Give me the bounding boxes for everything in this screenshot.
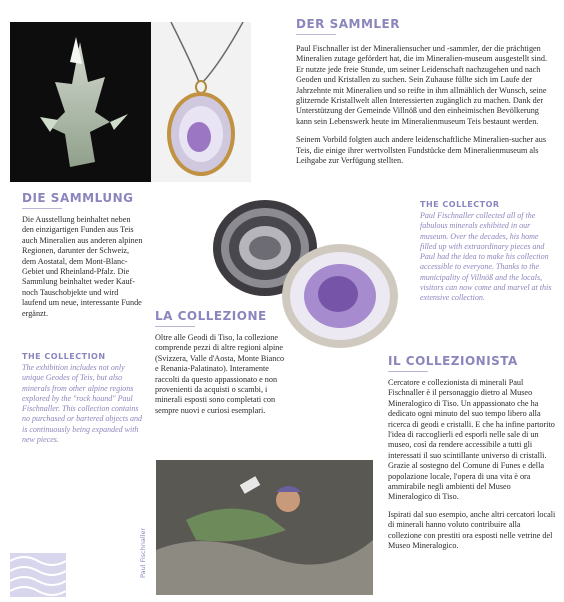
collezione-text: Oltre alle Geodi di Tiso, la collezione comprende pezzi di altre regioni alpine (Svizzera, Valle d'Aosta, Monte Bianco e Renania-Palatinato). Interamente raccolti da questo appassionato e non provenienti da acquisti o scambi, i minerali esposti sono completati con sempre nuovi e curiosi esemplari. [155, 333, 285, 415]
heading-rule [388, 371, 428, 372]
collection-en-heading: THE COLLECTION [22, 352, 106, 361]
sammlung-heading: DIE SAMMLUNG [22, 191, 134, 205]
collector-en-heading: THE COLLECTOR [420, 200, 500, 209]
collezione-heading: LA COLLEZIONE [155, 309, 267, 323]
heading-rule [296, 34, 336, 35]
collezionista-section [388, 354, 556, 552]
sammler-section [296, 17, 554, 166]
heading-rule [155, 326, 195, 327]
collection-en-section [22, 352, 146, 445]
collezionista-paragraph-1: Cercatore e collezionista di minerali Paul Fischnaller è il personaggio dietro al Museo Mineralogico di Tiso. Un appassionato che ha dedicato ogni minuto del suo tempo libero alla ricerca di geodi e cristalli. E che ha infine partorito l'idea di raccoglierli ed esporli nelle sale di un museo, così da rendere accessibile a tutti gli interessati il suo scintillante universo di cristalli. Grazie al sostegno del Comune di Funes e della popolazione locale, l'opera di una vita è ora ammirabile negli ambienti del Museo Mineralogico di Tiso. [388, 378, 555, 502]
collezionista-heading: IL COLLEZIONISTA [388, 354, 518, 368]
sammlung-section [22, 191, 144, 319]
collection-en-text: The exhibition includes not only unique Geodes of Teis, but also minerals from other alpine regions explored by the "rock hound" Paul Fischnaller. This collection contains no purchased or bartered objects and is continuously being expanded with new pieces. [22, 363, 143, 445]
decorative-pattern [10, 553, 66, 597]
sammler-heading: DER SAMMLER [296, 17, 400, 31]
sammler-paragraph-2: Seinem Vorbild folgten auch andere leidenschaftliche Mineralien-sucher aus Teis, die einige ihrer wertvollsten Fundstücke dem Mineralienmuseum als Leihgabe zur Verfügung stellten. [296, 135, 547, 166]
geode-pendant-photo [151, 22, 251, 182]
cave-photo [156, 460, 373, 595]
sammlung-text: Die Ausstellung beinhaltet neben den einzigartigen Funden aus Teis auch Mineralien aus anderen alpinen Regionen, darunter der Schweiz, dem Aostatal, dem Mont-Blanc-Gebiet und Rheinland-Pfalz. Die Sammlung beinhaltet weder Kauf- noch Tauschobjekte und wird laufend um neue, interessante Funde ergänzt. [22, 215, 143, 318]
crystal-photo [10, 22, 151, 182]
photo-credit: Paul Fischnaller [139, 527, 147, 578]
collezionista-paragraph-2: Ispirati dal suo esempio, anche altri cercatori locali di minerali hanno voluto contribuire alla collezione con prestiti ora esposti nelle vetrine del Museo Mineralogico. [388, 509, 556, 551]
collector-en-section [420, 200, 554, 304]
collector-en-text: Paul Fischnaller collected all of the fabulous minerals exhibited in our museum. Over the decades, his home filled up with extraordinary pieces and Paul had the idea to make his collection accessible to everyone. Thanks to the municipality of Villnöß and the locals, visitors can now come and marvel at this extensive collection. [420, 211, 552, 303]
collezione-section [155, 309, 285, 416]
sammler-paragraph-1: Paul Fischnaller ist der Mineraliensucher und -sammler, der die prächtigen Mineralien zutage gefördert hat, die im Mineralien-museum ausgestellt sind. Er nutzte jede freie Stunde, um seiner Leidenschaft nachzugehen und nach Geoden und Kristallen zu suchen. Sein Zuhause füllte sich im Laufe der Jahrzehnte mit Mineralien und so reifte in ihm allmählich der Wunsch, seine glitzernde Kristallwelt allen Interessierten zugänglich zu machen. Dank der Unterstützung der Gemeinde Villnöß und den einheimischen Bevölkerung kann sein Lebenswerk heute im Mineralienmuseum Teis bestaunt werden. [296, 44, 548, 126]
heading-rule [22, 208, 62, 209]
